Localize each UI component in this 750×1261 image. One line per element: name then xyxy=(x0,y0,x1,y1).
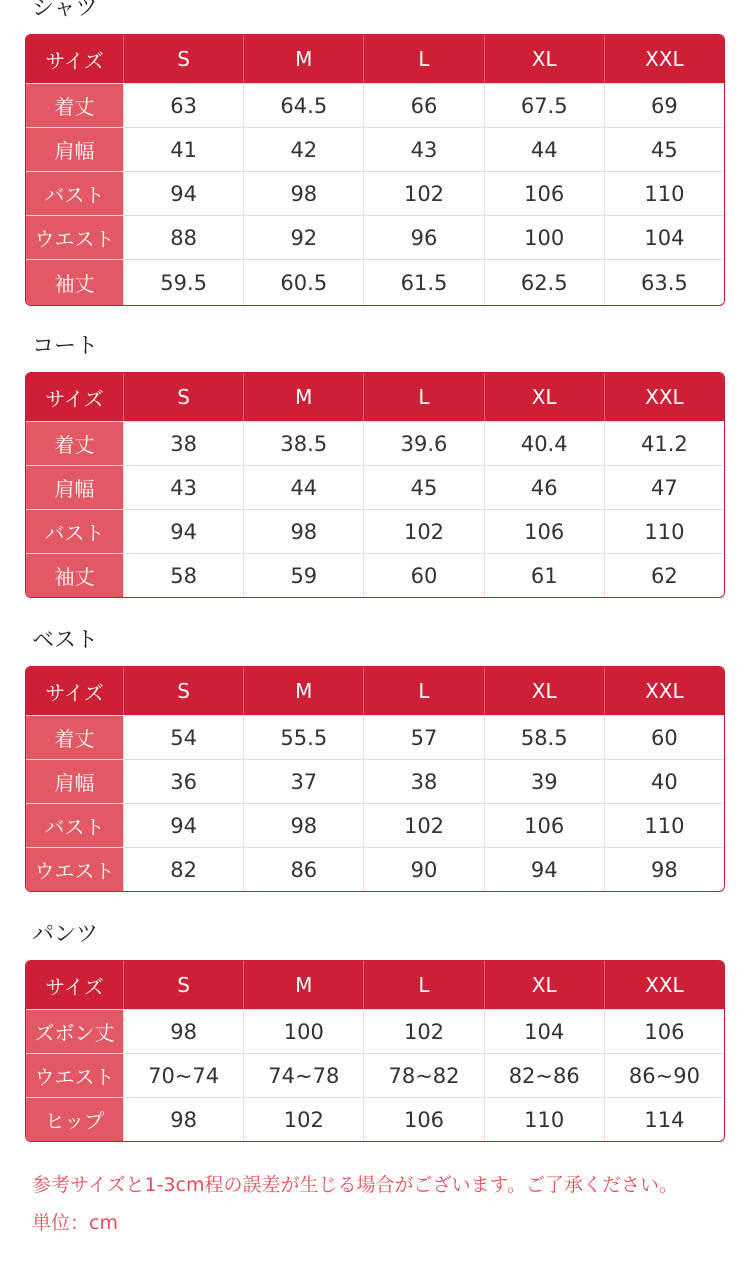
table-cell: 54 xyxy=(123,716,243,759)
table-cell: 102 xyxy=(363,804,483,847)
table-cell: 64.5 xyxy=(243,84,363,127)
table-cell: 82~86 xyxy=(484,1054,604,1097)
row-label: バスト xyxy=(26,804,123,847)
section-title: シャツ xyxy=(32,0,98,21)
size-table-coat xyxy=(25,372,725,598)
header-cell: XL xyxy=(484,35,604,83)
table-cell: 74~78 xyxy=(243,1054,363,1097)
header-cell: サイズ xyxy=(26,35,123,83)
table-cell: 106 xyxy=(484,510,604,553)
table-cell: 110 xyxy=(604,172,724,215)
section-title: ベスト xyxy=(32,628,99,653)
table-cell: 70~74 xyxy=(123,1054,243,1097)
table-header-row xyxy=(26,961,724,1009)
table-cell: 60.5 xyxy=(243,260,363,305)
table-cell: 67.5 xyxy=(484,84,604,127)
table-cell: 41 xyxy=(123,128,243,171)
header-cell: XL xyxy=(484,667,604,715)
table-cell: 60 xyxy=(604,716,724,759)
table-cell: 42 xyxy=(243,128,363,171)
table-cell: 88 xyxy=(123,216,243,259)
table-row xyxy=(26,127,724,171)
table-cell: 96 xyxy=(363,216,483,259)
table-cell: 63.5 xyxy=(604,260,724,305)
table-cell: 61 xyxy=(484,554,604,597)
table-row xyxy=(26,171,724,215)
row-label: バスト xyxy=(26,172,123,215)
header-cell: S xyxy=(123,373,243,421)
table-cell: 106 xyxy=(484,804,604,847)
table-cell: 47 xyxy=(604,466,724,509)
table-cell: 86~90 xyxy=(604,1054,724,1097)
table-cell: 45 xyxy=(363,466,483,509)
table-cell: 59.5 xyxy=(123,260,243,305)
table-row xyxy=(26,1009,724,1053)
table-cell: 44 xyxy=(484,128,604,171)
table-cell: 98 xyxy=(123,1098,243,1141)
table-row xyxy=(26,803,724,847)
table-cell: 94 xyxy=(123,804,243,847)
table-cell: 102 xyxy=(363,1010,483,1053)
size-table-shirt xyxy=(25,34,725,306)
table-cell: 86 xyxy=(243,848,363,891)
table-cell: 39.6 xyxy=(363,422,483,465)
table-row xyxy=(26,1053,724,1097)
table-cell: 46 xyxy=(484,466,604,509)
table-cell: 40 xyxy=(604,760,724,803)
table-cell: 36 xyxy=(123,760,243,803)
table-cell: 106 xyxy=(604,1010,724,1053)
header-cell: M xyxy=(243,667,363,715)
table-cell: 66 xyxy=(363,84,483,127)
header-cell: サイズ xyxy=(26,667,123,715)
table-cell: 43 xyxy=(123,466,243,509)
table-cell: 106 xyxy=(484,172,604,215)
table-row xyxy=(26,215,724,259)
header-cell: XL xyxy=(484,373,604,421)
table-cell: 110 xyxy=(484,1098,604,1141)
header-cell: XXL xyxy=(604,35,724,83)
row-label: ウエスト xyxy=(26,848,123,891)
table-cell: 57 xyxy=(363,716,483,759)
table-cell: 39 xyxy=(484,760,604,803)
row-label: 袖丈 xyxy=(26,260,123,305)
table-cell: 58 xyxy=(123,554,243,597)
table-cell: 82 xyxy=(123,848,243,891)
table-cell: 110 xyxy=(604,510,724,553)
table-cell: 104 xyxy=(484,1010,604,1053)
size-table-vest xyxy=(25,666,725,892)
section-title: パンツ xyxy=(32,922,99,947)
row-label: ウエスト xyxy=(26,216,123,259)
row-label: 着丈 xyxy=(26,422,123,465)
header-cell: L xyxy=(363,35,483,83)
table-cell: 114 xyxy=(604,1098,724,1141)
unit-note: 単位：cm xyxy=(32,1212,118,1234)
table-cell: 63 xyxy=(123,84,243,127)
table-cell: 38.5 xyxy=(243,422,363,465)
table-cell: 92 xyxy=(243,216,363,259)
table-cell: 110 xyxy=(604,804,724,847)
table-cell: 100 xyxy=(484,216,604,259)
header-cell: XXL xyxy=(604,373,724,421)
table-cell: 58.5 xyxy=(484,716,604,759)
row-label: 肩幅 xyxy=(26,128,123,171)
table-cell: 98 xyxy=(243,804,363,847)
table-cell: 69 xyxy=(604,84,724,127)
section-title: コート xyxy=(32,334,99,359)
table-cell: 78~82 xyxy=(363,1054,483,1097)
header-cell: XXL xyxy=(604,667,724,715)
table-row xyxy=(26,465,724,509)
table-row xyxy=(26,847,724,891)
header-cell: L xyxy=(363,961,483,1009)
table-cell: 62 xyxy=(604,554,724,597)
table-cell: 98 xyxy=(243,510,363,553)
row-label: 肩幅 xyxy=(26,760,123,803)
table-cell: 98 xyxy=(604,848,724,891)
row-label: ズボン丈 xyxy=(26,1010,123,1053)
table-header-row xyxy=(26,35,724,83)
header-cell: サイズ xyxy=(26,373,123,421)
row-label: 着丈 xyxy=(26,716,123,759)
table-cell: 55.5 xyxy=(243,716,363,759)
table-row xyxy=(26,83,724,127)
header-cell: S xyxy=(123,961,243,1009)
header-cell: S xyxy=(123,667,243,715)
table-row xyxy=(26,759,724,803)
table-cell: 37 xyxy=(243,760,363,803)
table-cell: 94 xyxy=(123,510,243,553)
row-label: 袖丈 xyxy=(26,554,123,597)
table-cell: 104 xyxy=(604,216,724,259)
table-cell: 59 xyxy=(243,554,363,597)
row-label: 着丈 xyxy=(26,84,123,127)
size-table-pants xyxy=(25,960,725,1142)
row-label: ウエスト xyxy=(26,1054,123,1097)
table-cell: 100 xyxy=(243,1010,363,1053)
table-cell: 98 xyxy=(123,1010,243,1053)
table-cell: 38 xyxy=(123,422,243,465)
table-cell: 102 xyxy=(363,510,483,553)
table-cell: 45 xyxy=(604,128,724,171)
table-cell: 40.4 xyxy=(484,422,604,465)
table-cell: 102 xyxy=(363,172,483,215)
row-label: ヒップ xyxy=(26,1098,123,1141)
table-cell: 41.2 xyxy=(604,422,724,465)
table-cell: 102 xyxy=(243,1098,363,1141)
header-cell: サイズ xyxy=(26,961,123,1009)
table-cell: 43 xyxy=(363,128,483,171)
header-cell: XL xyxy=(484,961,604,1009)
table-cell: 98 xyxy=(243,172,363,215)
table-cell: 61.5 xyxy=(363,260,483,305)
table-row xyxy=(26,509,724,553)
header-cell: L xyxy=(363,667,483,715)
header-cell: S xyxy=(123,35,243,83)
table-row xyxy=(26,259,724,305)
table-cell: 94 xyxy=(484,848,604,891)
table-cell: 94 xyxy=(123,172,243,215)
tolerance-note: 参考サイズと1-3cm程の誤差が生じる場合がございます。ご了承ください。 xyxy=(32,1174,678,1196)
table-cell: 62.5 xyxy=(484,260,604,305)
table-cell: 38 xyxy=(363,760,483,803)
table-row xyxy=(26,553,724,597)
header-cell: XXL xyxy=(604,961,724,1009)
table-cell: 44 xyxy=(243,466,363,509)
header-cell: M xyxy=(243,373,363,421)
table-header-row xyxy=(26,667,724,715)
row-label: バスト xyxy=(26,510,123,553)
table-cell: 90 xyxy=(363,848,483,891)
table-header-row xyxy=(26,373,724,421)
table-cell: 60 xyxy=(363,554,483,597)
header-cell: L xyxy=(363,373,483,421)
row-label: 肩幅 xyxy=(26,466,123,509)
table-row xyxy=(26,421,724,465)
table-row xyxy=(26,715,724,759)
table-cell: 106 xyxy=(363,1098,483,1141)
header-cell: M xyxy=(243,961,363,1009)
header-cell: M xyxy=(243,35,363,83)
table-row xyxy=(26,1097,724,1141)
